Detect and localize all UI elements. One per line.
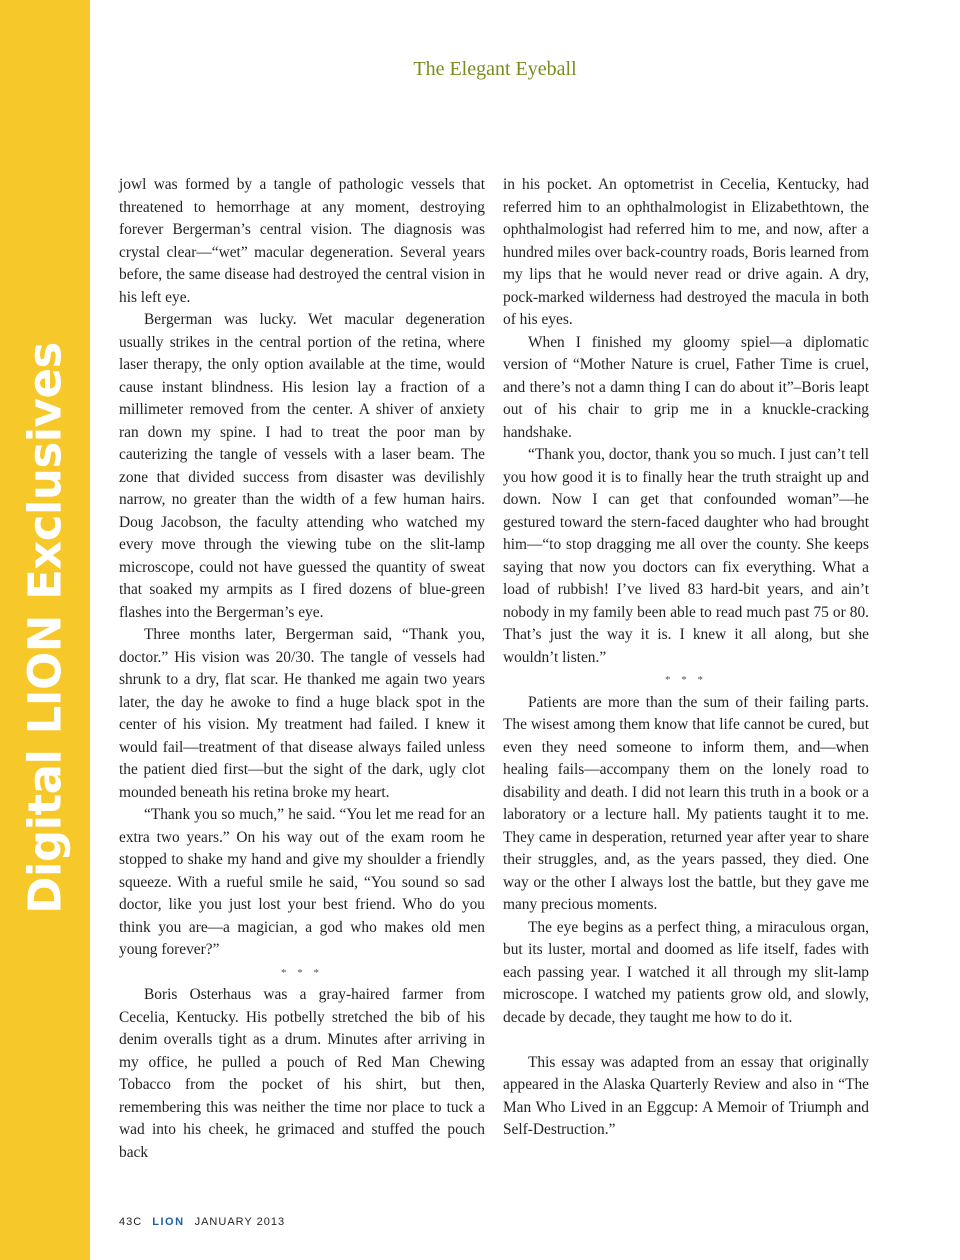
page-footer: [119, 1216, 285, 1228]
article-column-right: [503, 174, 869, 1142]
section-separator: * * *: [281, 966, 323, 979]
paragraph: jowl was formed by a tangle of pathologic vessels that threatened to hemorrhage at any moment, destroying forever Bergerman’s central vision. The diagnosis was crystal clear—“wet” macular degeneration. Several years before, the same disease had destroyed the central vision in his left eye.: [119, 176, 485, 306]
sidebar-label: Digital LION Exclusives: [18, 342, 72, 914]
paragraph-spacer: [503, 1029, 869, 1052]
magazine-name: LION: [152, 1216, 185, 1228]
paragraph: in his pocket. An optometrist in Cecelia, Kentucky, had referred him to an ophthalmologist in Elizabethtown, the ophthalmologist had referred him to me, and now, after a hundred miles over back-country roads, Boris learned from my lips that he would never read or drive again. A dry, pock-marked wilderness had destroyed the macula in both of his eyes.: [503, 176, 869, 328]
paragraph: Boris Osterhaus was a gray-haired farmer from Cecelia, Kentucky. His potbelly stretched the bib of his denim overalls tight as a drum. Minutes after arriving in my office, he pulled a pouch of Red Man Chewing Tobacco from the pocket of his shirt, but then, remembering this was neither the time nor place to tuck a wad into his cheek, he grimaced and stuffed the pouch back: [119, 986, 485, 1161]
section-separator: * * *: [665, 674, 707, 686]
paragraph: “Thank you, doctor, thank you so much. I just can’t tell you how good it is to finally hear the truth straight up and down. Now I can get that confounded woman”—he gestured toward the stern-faced daughter who had brought him—“to stop dragging me all over the county. She keeps saying that now you doctors can fix everything. What a load of rubbish! I’ve lived 83 hard-bit years, and ain’t nobody in my family been able to read much past 75 or 80. That’s just the way it is. I knew it all along, but she wouldn’t listen.”: [503, 446, 869, 666]
running-title: The Elegant Eyeball: [413, 58, 577, 80]
paragraph: Patients are more than the sum of their failing parts. The wisest among them know that life cannot be cured, but even they need someone to inform them, and—when healing fails—accompany them on the lonely road to disability and death. I did not learn this truth in a book or a laboratory or a lecture hall. My patients taught it to me. They came in desperation, returned year after year to share their struggles, and, as the years passed, they died. One way or the other I always lost the battle, but they gave me many precious moments.: [503, 693, 869, 913]
page-number: 43C: [119, 1216, 143, 1228]
article-column-left: [119, 174, 485, 1164]
author-note: This essay was adapted from an essay that originally appeared in the Alaska Quarterly Review and also in “The Man Who Lived in an Eggcup: A Memoir of Triumph and Self-Destruction.”: [503, 1053, 869, 1138]
sidebar-band: [0, 0, 90, 1260]
paragraph: The eye begins as a perfect thing, a miraculous organ, but its luster, mortal and doomed as life itself, fades with each passing year. I watched it all through my slit-lamp microscope. I watched my patients grow old, and slowly, decade by decade, they taught me how to do it.: [503, 918, 869, 1026]
issue-date: JANUARY 2013: [194, 1216, 286, 1228]
paragraph: When I finished my gloomy spiel—a diplomatic version of “Mother Nature is cruel, Father Time is cruel, and there’s not a damn thing I can do about it”–Boris leapt out of his chair to grip me in a knuckle-cracking handshake.: [503, 333, 869, 441]
paragraph: Bergerman was lucky. Wet macular degeneration usually strikes in the central portion of the retina, where laser therapy, the only option available at the time, would cause instant blindness. His lesion lay a fraction of a millimeter removed from the center. A shiver of anxiety ran down my spine. I had to treat the poor man by cauterizing the tangle of vessels with a laser beam. The zone that divided success from disaster was devilishly narrow, no greater than the width of a few human hairs. Doug Jacobson, the faculty attending who watched my every move through the viewing tube on the slit-lamp microscope, could not have guessed the quantity of sweat that soaked my armpits as I fired dozens of blue-green flashes into the Bergerman’s eye.: [119, 311, 485, 621]
paragraph: “Thank you so much,” he said. “You let me read for an extra two years.” On his way out of the exam room he stopped to shake my hand and give my shoulder a friendly squeeze. With a rueful smile he said, “You sound so sad doctor, like you just lost your best friend. Who do you think you are—a magician, a god who makes old men young forever?”: [119, 806, 485, 958]
paragraph: Three months later, Bergerman said, “Thank you, doctor.” His vision was 20/30. The tangle of vessels had shrunk to a dry, flat scar. He thanked me again two years later, the day he awoke to find a huge black spot in the center of his vision. My treatment had failed. I knew it would fail—treatment of that disease always failed unless the patient died first—but the sight of the dark, ugly clot mounded beneath his retina broke my heart.: [119, 626, 485, 801]
